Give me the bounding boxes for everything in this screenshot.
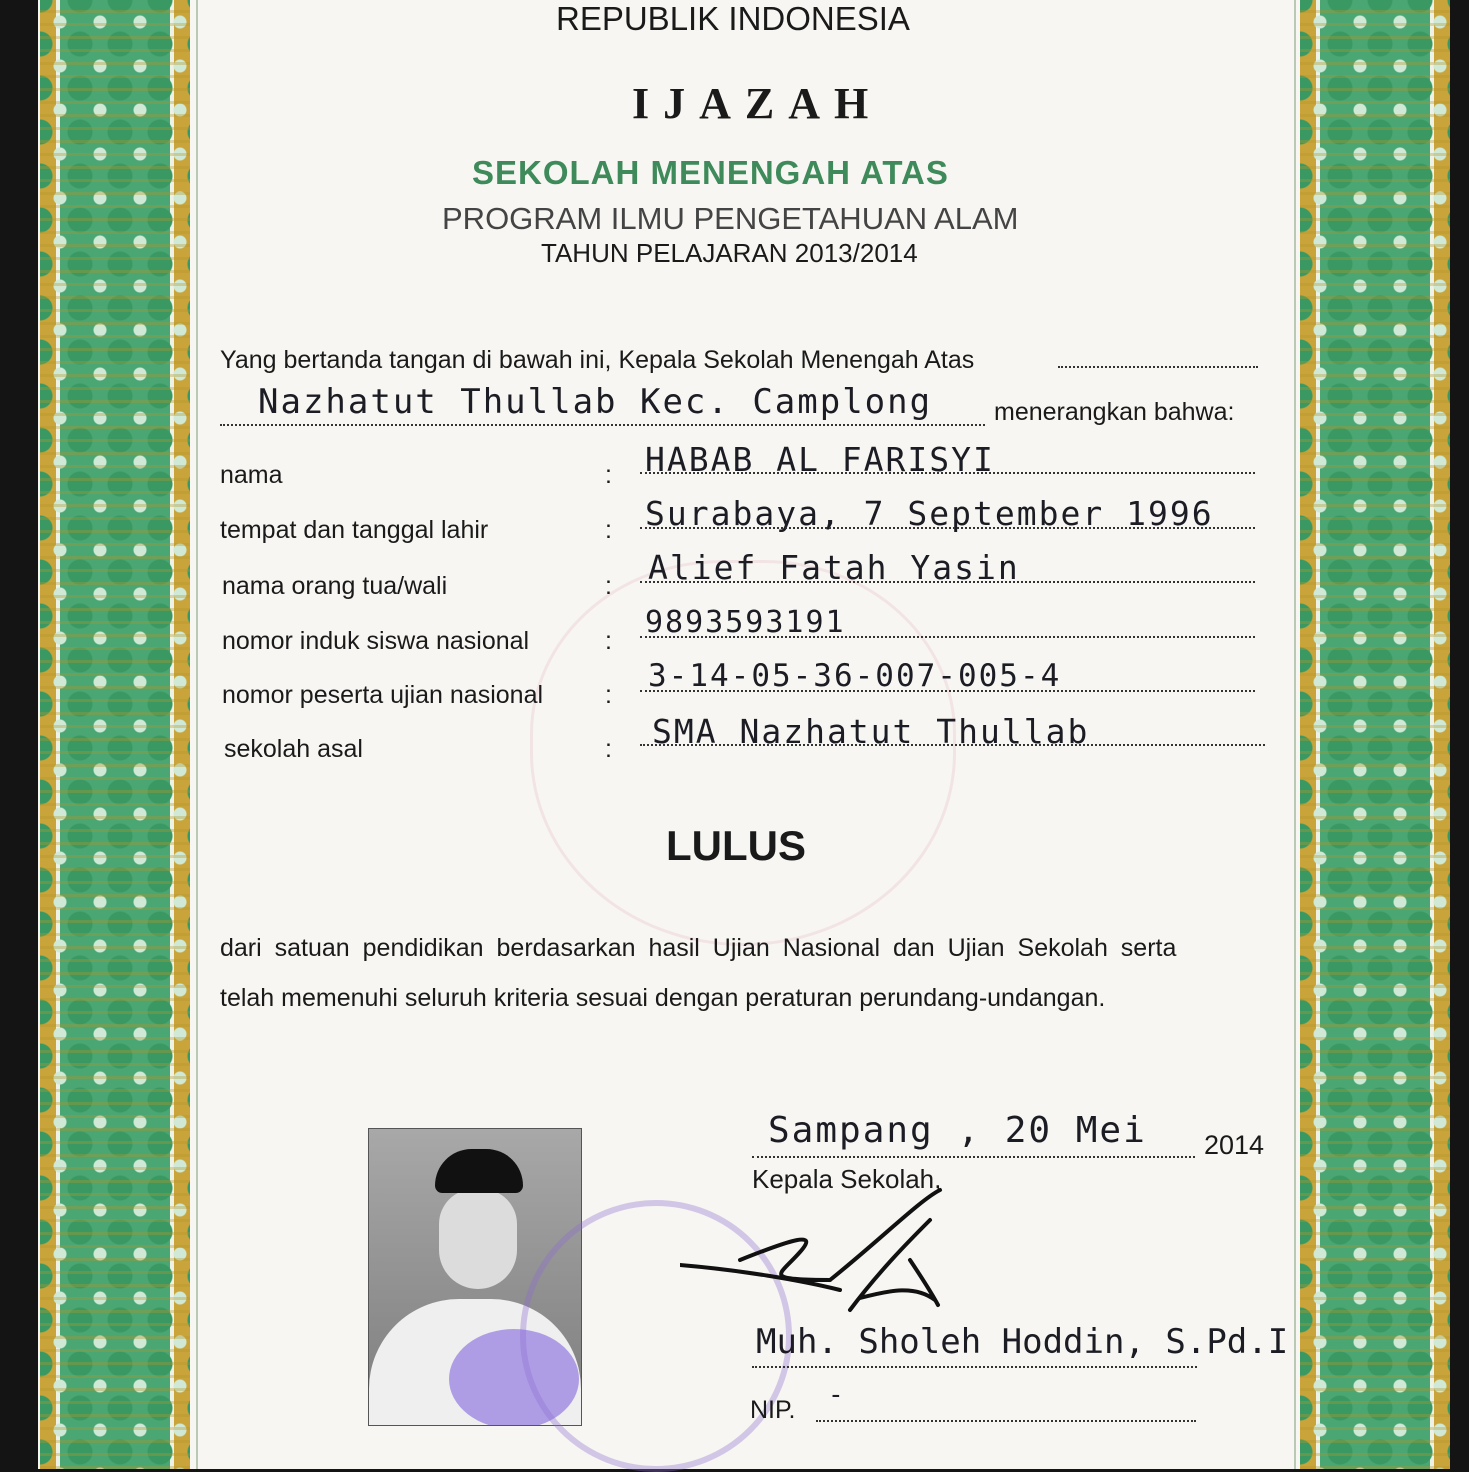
statement-line-1: dari satuan pendidikan berdasarkan hasil Ujian Nasional dan Ujian Sekolah serta [220, 934, 1177, 962]
nip-dotted-line [816, 1420, 1196, 1422]
field-colon: : [605, 461, 612, 489]
document-title: IJAZAH [632, 79, 883, 128]
field-dotted-line [640, 472, 1255, 474]
intro-line: Yang bertanda tangan di bawah ini, Kepala Sekolah Menengah Atas [220, 346, 975, 374]
certifies-text: menerangkan bahwa: [994, 398, 1235, 426]
principal-role: Kepala Sekolah, [752, 1164, 942, 1194]
border-inner-line-right [1294, 0, 1296, 1469]
principal-signature [680, 1180, 980, 1330]
field-label-birth: tempat dan tanggal lahir [220, 516, 489, 544]
republic-heading: REPUBLIK INDONESIA [556, 0, 910, 37]
nip-value: - [828, 1380, 846, 1410]
school-level-heading: SEKOLAH MENENGAH ATAS [472, 154, 949, 191]
field-dotted-line [640, 690, 1255, 692]
border-inner-line-left [196, 0, 198, 1469]
statement-line-2: telah memenuhi seluruh kriteria sesuai dengan peraturan perundang-undangan. [220, 984, 1106, 1012]
intro-dotted-line [1058, 366, 1258, 368]
field-value-nisn: 9893593191 [645, 605, 846, 640]
field-colon: : [605, 516, 612, 544]
academic-year: TAHUN PELAJARAN 2013/2014 [541, 238, 918, 268]
field-value-birth: Surabaya, 7 September 1996 [645, 494, 1214, 533]
place-date-dotted-line [752, 1156, 1195, 1158]
field-label-nama: nama [220, 461, 283, 489]
field-colon: : [605, 681, 612, 709]
signature-year: 2014 [1204, 1130, 1265, 1160]
principal-name-underline [752, 1366, 1197, 1368]
school-name-handwritten: Nazhatut Thullab Kec. Camplong [258, 382, 933, 422]
decorative-border-right [1300, 0, 1450, 1469]
field-label-origin-school: sekolah asal [224, 735, 363, 763]
decorative-border-left [40, 0, 190, 1469]
field-value-origin-school: SMA Nazhatut Thullab [652, 712, 1090, 751]
field-dotted-line [640, 581, 1255, 583]
field-label-nisn: nomor induk siswa nasional [222, 627, 530, 655]
nip-label: NIP. [750, 1396, 796, 1424]
field-label-exam-number: nomor peserta ujian nasional [222, 681, 544, 709]
program-heading: PROGRAM ILMU PENGETAHUAN ALAM [442, 201, 1019, 236]
field-value-exam-number: 3-14-05-36-007-005-4 [648, 658, 1062, 694]
field-colon: : [605, 572, 612, 600]
result-status: LULUS [666, 822, 806, 869]
school-name-dotted-line [220, 424, 985, 426]
field-colon: : [605, 735, 612, 763]
place-date-handwritten: Sampang , 20 Mei [768, 1110, 1147, 1151]
field-dotted-line [640, 744, 1265, 746]
field-dotted-line [640, 636, 1255, 638]
field-value-nama: HABAB AL FARISYI [645, 440, 995, 479]
field-dotted-line [640, 527, 1255, 529]
principal-name: Muh. Sholeh Hoddin, S.Pd.I [756, 1322, 1289, 1362]
field-value-parent: Alief Fatah Yasin [648, 548, 1020, 587]
field-label-parent: nama orang tua/wali [222, 572, 448, 600]
field-colon: : [605, 627, 612, 655]
